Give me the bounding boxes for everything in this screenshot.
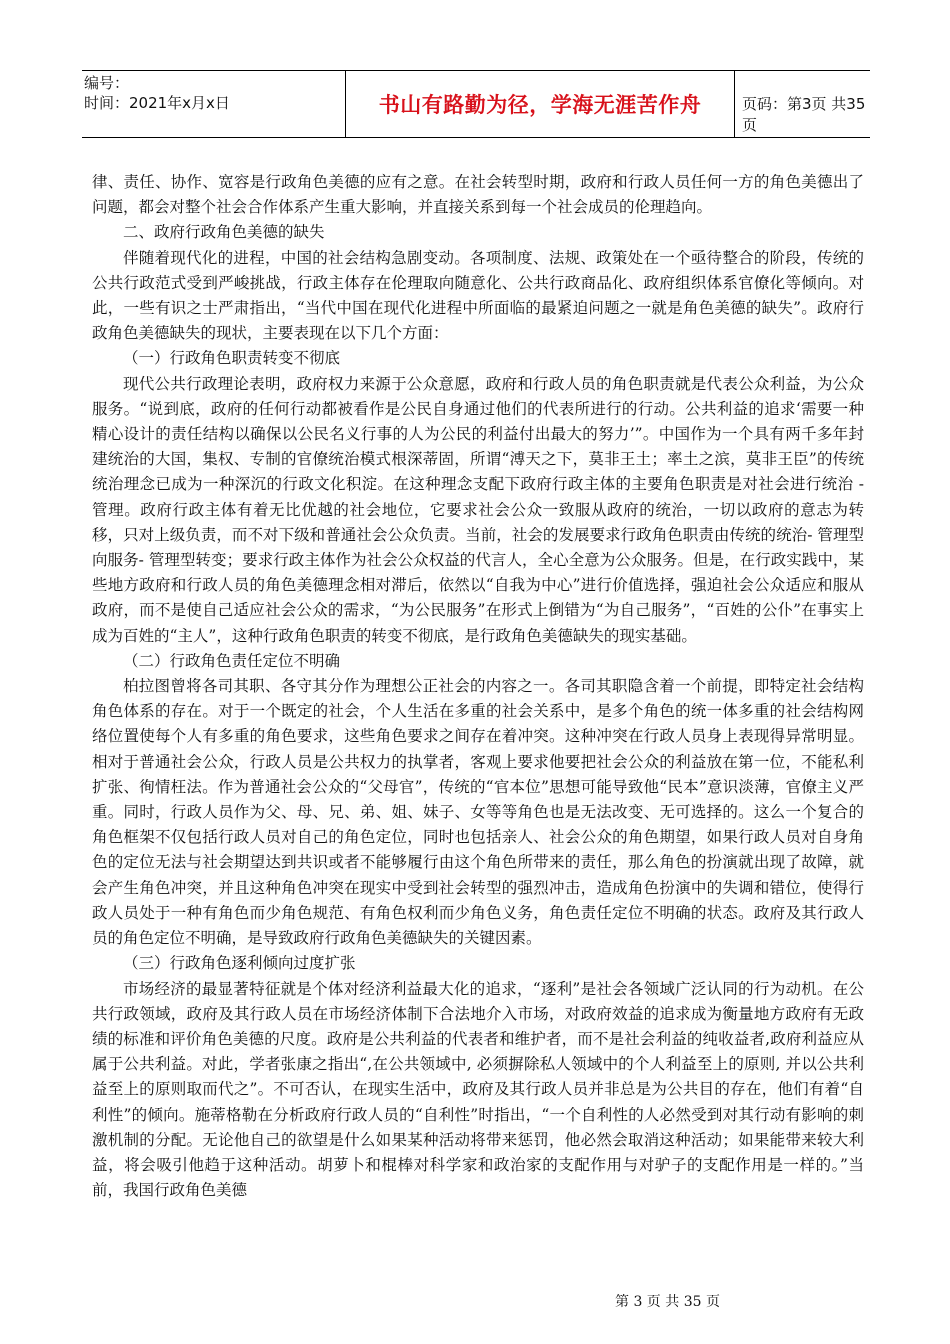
document-body [92, 170, 864, 1203]
paragraph-role-positioning: 柏拉图曾将各司其职、各守其分作为理想公正社会的内容之一。各司其职隐含着一个前提，即特定社会结构角色体系的存在。对于一个既定的社会，个人生活在多重的社会关系中，是多个角色的统一体多重的社会结构网络位置使每个人有多重的角色要求，这些角色要求之间存在着冲突。这种冲突在行政人员身上表现得异常明显。相对于普通社会公众，行政人员是公共权力的执掌者，客观上要求他要把社会公众的利益放在第一位，不能私利扩张、徇情枉法。作为普通社会公众的“父母官”，传统的“官本位”思想可能导致他“民本”意识淡薄，官僚主义严重。同时，行政人员作为父、母、兄、弟、姐、妹子、女等等角色也是无法改变、无可选择的。这么一个复合的角色框架不仅包括行政人员对自己的角色定位，同时也包括亲人、社会公众的角色期望，如果行政人员对自身角色的定位无法与社会期望达到共识或者不能够履行由这个角色所带来的责任，那么角色的扮演就出现了故障，就会产生角色冲突，并且这种角色冲突在现实中受到社会转型的强烈冲击，造成角色扮演中的失调和错位，使得行政人员处于一种有角色而少角色规范、有角色权利而少角色义务，角色责任定位不明确的状态。政府及其行政人员的角色定位不明确，是导致政府行政角色美德缺失的关键因素。 [92, 677, 864, 948]
header-meta [84, 73, 284, 135]
page-header [82, 70, 870, 138]
page-footer: 第 3 页 共 35 页 [615, 1294, 720, 1310]
header-motto: 书山有路勤为径，学海无涯苦作舟 [345, 71, 735, 137]
subsection-heading-2: （二）行政角色责任定位不明确 [123, 651, 341, 670]
paragraph-continued: 律、责任、协作、宽容是行政角色美德的应有之意。在社会转型时期，政府和行政人员任何一方的角色美德出了问题，都会对整个社会合作体系产生重大影响，并直接关系到每一个社会成员的伦理趋向。 [92, 173, 864, 217]
document-number-label: 编号： [84, 74, 130, 92]
subsection-heading-1: （一）行政角色职责转变不彻底 [123, 349, 341, 368]
subsection-heading-3: （三）行政角色逐利倾向过度扩张 [123, 954, 356, 973]
document-time-label: 时间：2021年x月x日 [84, 94, 230, 112]
paragraph-intro: 伴随着现代化的进程，中国的社会结构急剧变动。各项制度、法规、政策处在一个亟待整合的阶段，传统的公共行政范式受到严峻挑战，行政主体存在伦理取向随意化、公共行政商品化、政府组织体系官僚化等倾向。对此，一些有识之士严肃指出，“当代中国在现代化进程中所面临的最紧迫问题之一就是角色美德的缺失”。政府行政角色美德缺失的现状，主要表现在以下几个方面： [92, 248, 864, 343]
header-page-label: 页码：第3页 共35页 [742, 95, 866, 134]
paragraph-duty-transition: 现代公共行政理论表明，政府权力来源于公众意愿，政府和行政人员的角色职责就是代表公众利益，为公众服务。“说到底，政府的任何行动都被看作是公民自身通过他们的代表所进行的行动。公共利益的追求‘需要一种精心设计的责任结构以确保以公民名义行事的人为公民的利益付出最大的努力’”。中国作为一个具有两千多年封建统治的大国，集权、专制的官僚统治模式根深蒂固，所谓“溥天之下，莫非王土；率土之滨，莫非王臣”的传统统治理念已成为一种深沉的行政文化积淀。在这种理念支配下政府行政主体的主要角色职责是对社会进行统治 - 管理。政府行政主体有着无比优越的社会地位，它要求社会公众一致服从政府的统治，一切以政府的意志为转移，只对上级负责，而不对下级和普通社会公众负责。当前，社会的发展要求行政角色职责由传统的统治- 管理型向服务- 管理型转变；要求行政主体作为社会公众权益的代言人，全心全意为公众服务。但是，在行政实践中，某些地方政府和行政人员的角色美德理念相对滞后，依然以“自我为中心”进行价值选择，强迫社会公众适应和服从政府，而不是使自己适应社会公众的需求，“为公民服务”在形式上倒错为“为自己服务”，“百姓的公仆”在事实上成为百姓的“主人”，这种行政角色职责的转变不彻底，是行政角色美德缺失的现实基础。 [92, 374, 864, 645]
paragraph-profit-seeking: 市场经济的最显著特征就是个体对经济利益最大化的追求，“逐利”是社会各领域广泛认同的行为动机。在公共行政领域，政府及其行政人员在市场经济体制下合法地介入市场，对政府效益的追求成为衡量地方政府有无政绩的标准和评价角色美德的尺度。政府是公共利益的代表者和维护者，而不是社会利益的纯收益者,政府利益应从属于公共利益。对此，学者张康之指出“,在公共领域中, 必须摒除私人领域中的个人利益至上的原则, 并以公共利益至上的原则取而代之”。不可否认，在现实生活中，政府及其行政人员并非总是为公共目的存在，他们有着“自利性”的倾向。施蒂格勒在分析政府行政人员的“自利性”时指出，“一个自利性的人必然受到对其行动有影响的刺激机制的分配。无论他自己的欲望是什么如果某种活动将带来惩罚，他必然会取消这种活动；如果能带来较大利益，将会吸引他趋于这种活动。胡萝卜和棍棒对科学家和政治家的支配作用与对驴子的支配作用是一样的。”当前，我国行政角色美德 [92, 979, 864, 1200]
section-heading-2: 二、政府行政角色美德的缺失 [123, 223, 325, 242]
